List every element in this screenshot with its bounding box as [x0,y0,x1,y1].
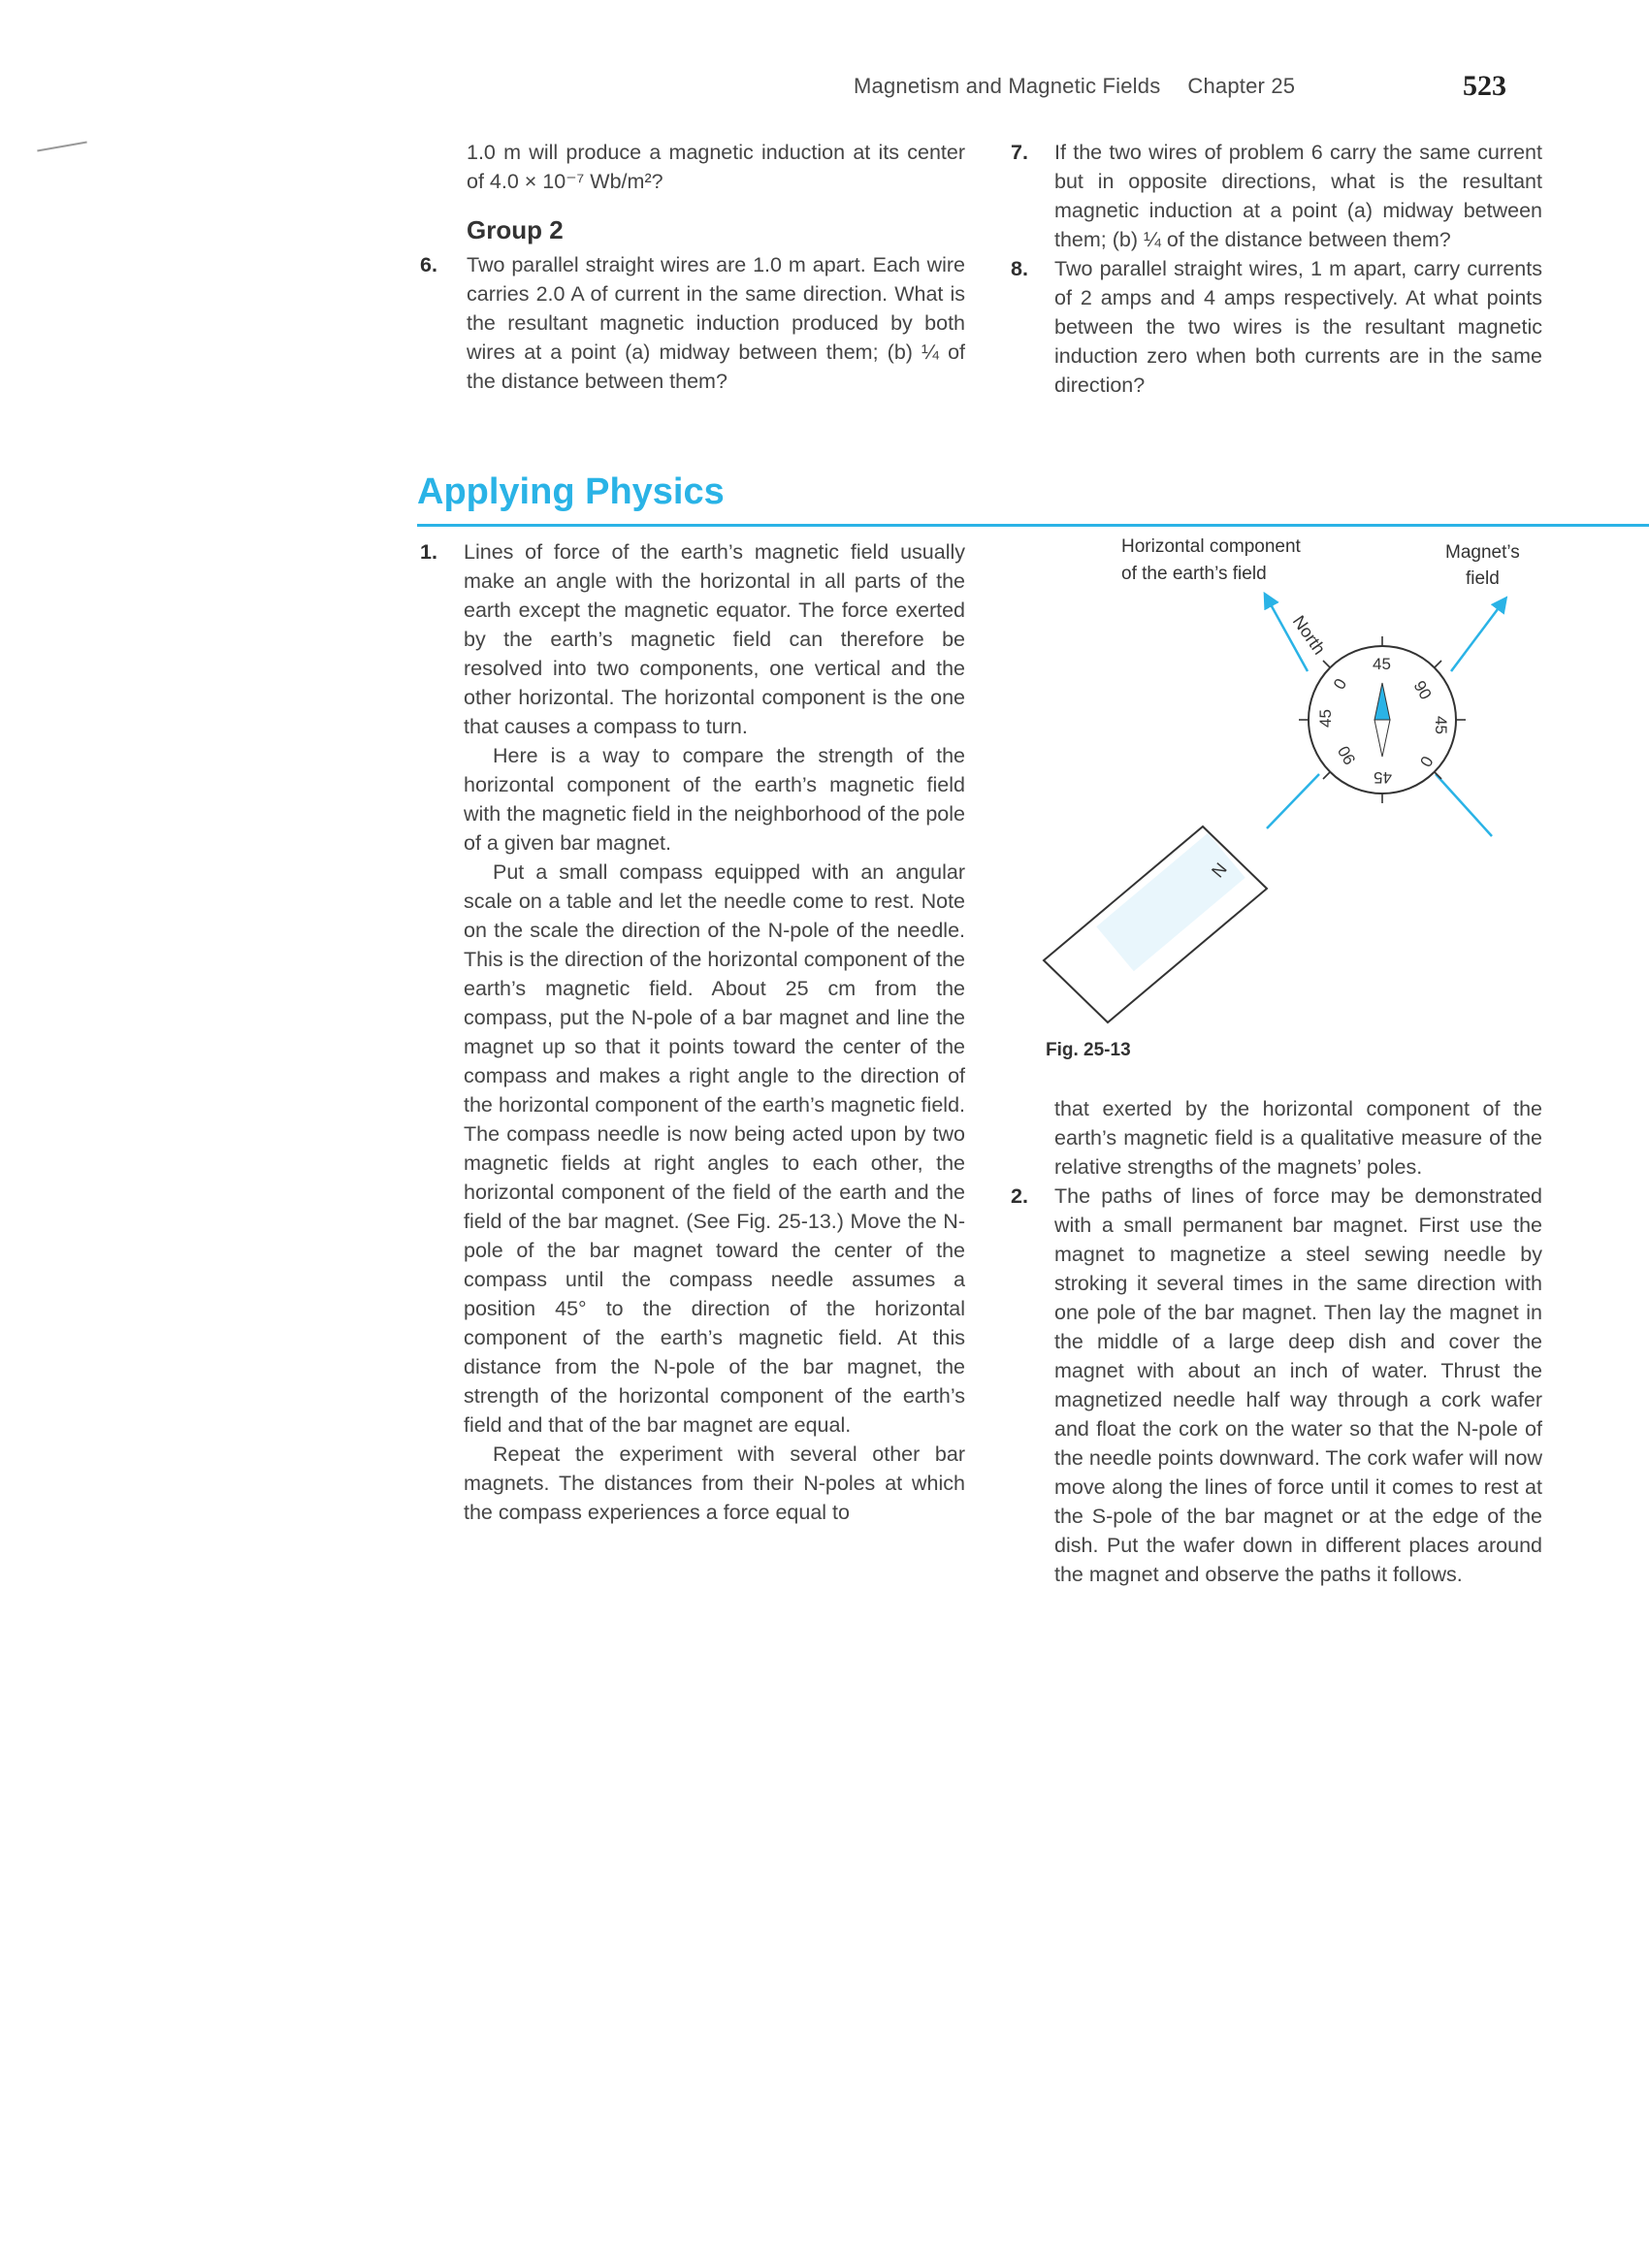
scale-90-left: 90 [1334,742,1360,768]
chapter-label: Chapter 25 [1187,74,1296,98]
applying-item-1-number: 1. [420,540,437,564]
applying-left-column [420,537,965,1527]
figure-label-horizontal-line-1: Horizontal component [1121,536,1301,557]
applying-item-2-number: 2. [1011,1184,1028,1208]
applying-item-2 [1011,1182,1542,1589]
compass-needle-south [1374,720,1390,757]
applying-item-1-para-4: Repeat the experiment with several other bar magnets. The distances from their N-poles at which the compass experiences a force equal to [464,1442,965,1524]
section-title: Applying Physics [417,471,725,512]
applying-item-1-para-3: Put a small compass equipped with an angular scale on a table and let the needle come to rest. Note on the scale the direction of the N-pole of the needle. This is the direction of the horizontal component of the earth’s magnetic field. About 25 cm from the compass, put the N-pole of a bar magnet and line the magnet up so that it points toward the center of the compass and makes a right angle to the direction of the horizontal component of the earth’s magnetic field. The compass needle is now being acted upon by two magnetic fields at right angles to each other, the horizontal component of the field of the earth and the field of the bar magnet. (See Fig. 25-13.) Move the N-pole of the bar magnet toward the center of the compass until the compass needle assumes a position 45° to the direction of the horizontal component of the earth’s magnetic field. At this distance from the N-pole of the bar magnet, the strength of the horizontal component of the earth’s field and that of the bar magnet are equal. [464,860,965,1437]
applying-item-1-para-1: Lines of force of the earth’s magnetic field usually make an angle with the horizontal in all parts of the earth except the magnetic equator. The force exerted by the earth’s magnetic field can therefore be resolved into two components, one vertical and the other horizontal. The horizontal component is the one that causes a compass to turn. [464,540,965,738]
problem-7-number: 7. [1011,141,1028,164]
problem-8-text: Two parallel straight wires, 1 m apart, carry currents of 2 amps and 4 amps respectively. At what points between the two wires is the resultant magnetic induction zero when both currents are in the same direction? [1054,257,1542,397]
magnet-field-arrow [1451,601,1504,671]
problem-8-number: 8. [1011,257,1028,280]
scale-0-left: 0 [1330,675,1351,693]
applying-item-1-continuation: that exerted by the horizontal component of the earth’s magnetic field is a qualitative measure of the relative strengths of the magnets’ poles. [1054,1097,1542,1179]
figure-label-magnet-line-2: field [1465,568,1500,589]
bar-magnet-pole-label: N [1208,859,1231,882]
problem-7-text: If the two wires of problem 6 carry the same current but in opposite directions, what is the resultant magnetic induction at a point (a) midway between them; (b) ¼ of the distance between them? [1054,141,1542,251]
page-number: 523 [1463,70,1506,102]
scale-0-right: 0 [1415,753,1437,770]
figure-label-horizontal-line-2: of the earth’s field [1121,564,1267,584]
applying-right-column [1011,1094,1542,1589]
right-top-column [1011,138,1542,400]
scale-90-right: 90 [1409,677,1436,703]
scale-45-left: 45 [1316,709,1335,728]
field-line-lower-left [1267,774,1319,828]
group-heading: Group 2 [467,215,564,244]
running-header [854,74,1322,99]
scale-45-top: 45 [1373,655,1391,673]
compass-figure [1028,543,1571,1048]
problem-6-text: Two parallel straight wires are 1.0 m apart. Each wire carries 2.0 A of current in the same direction. What is the resultant magnetic induction produced by both wires at a point (a) midway between them; (b) ¼ of the distance between them? [467,253,965,393]
applying-item-1 [420,537,965,1527]
problem-6 [420,250,965,396]
problem-6-number: 6. [420,253,437,276]
compass-needle-north [1374,683,1390,720]
left-top-column [420,138,965,396]
scale-45-right: 45 [1432,716,1450,734]
chapter-title: Magnetism and Magnetic Fields [854,74,1161,98]
applying-item-1-para-2: Here is a way to compare the strength of the horizontal component of the earth’s magnetic field with the magnetic field in the neighborhood of the pole of a given bar magnet. [464,744,965,855]
figure-label-magnet-line-1: Magnet’s [1445,542,1520,563]
north-label: North [1288,611,1330,659]
compass [1299,636,1466,803]
problem-7 [1011,138,1542,254]
scale-45-bottom: 45 [1374,768,1392,787]
applying-item-2-text: The paths of lines of force may be demonstrated with a small permanent bar magnet. First use the magnet to magnetize a steel sewing needle by stroking it several times in the same direction with one pole of the bar magnet. Then lay the magnet in the middle of a large deep dish and cover the magnet with about an inch of water. Thrust the magnetized needle half way through a cork wafer and float the cork on the water so that the N-pole of the needle points downward. The cork wafer will now move along the lines of force until it comes to rest at the S-pole of the bar magnet or at the edge of the dish. Put the wafer down in different places around the magnet and observe the paths it follows. [1054,1184,1542,1586]
bar-magnet [1044,826,1267,1022]
field-line-lower-right [1436,774,1492,836]
problem-continuation: 1.0 m will produce a magnetic induction at its center of 4.0 × 10⁻⁷ Wb/m²? [467,141,965,193]
margin-mark [37,142,87,152]
figure-caption: Fig. 25-13 [1046,1040,1131,1060]
problem-8 [1011,254,1542,400]
section-rule [417,524,1649,527]
